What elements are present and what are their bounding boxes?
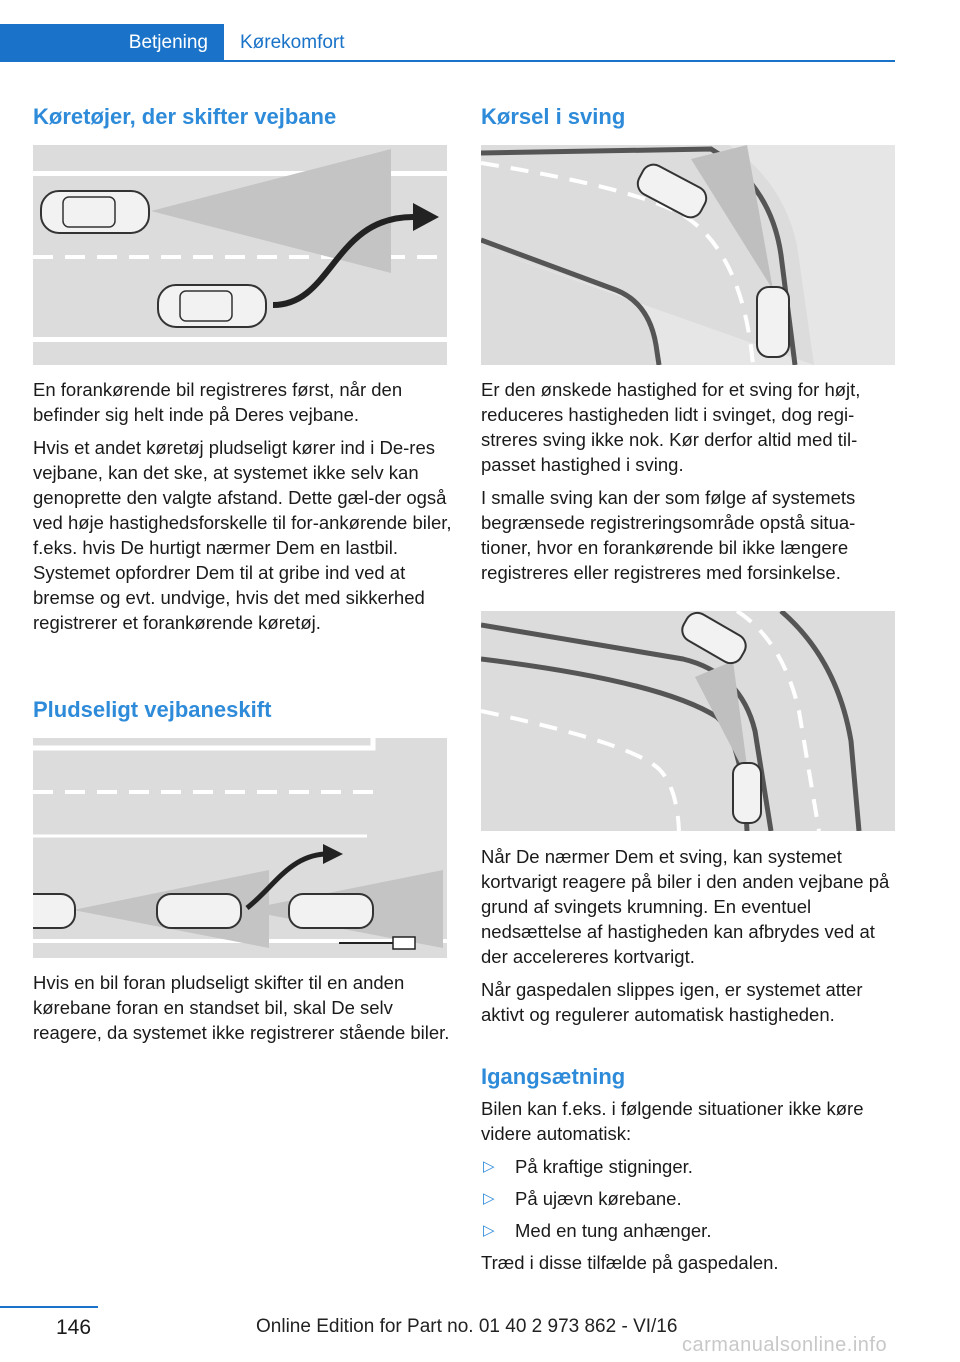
paragraph: Hvis en bil foran pludseligt skifter til en anden kørebane foran en standset bil, skal De selv reagere, da systemet ikke registrerer stående biler. (33, 972, 450, 1043)
car-own-icon (733, 763, 761, 823)
figure-lane-change (33, 145, 447, 365)
paragraph: Hvis et andet køretøj pludseligt kører ind i De-res vejbane, kan det ske, at systemet ikke selv kan genoprette den valgte afstand. Dette gæl-der også ved høje hastighedsforskelle til for-ankørende biler, f.eks. hvis De hurtigt nærmer Dem en lastbil. Systemet opfordrer Dem til at gribe ind ved at bremse og evt. undvige, hvis det med sikkerhed registrerer et forankørende køretøj. (33, 437, 452, 633)
footer-rule (0, 1306, 98, 1308)
list-item: ▷ På kraftige stigninger. (483, 1156, 693, 1177)
header-rule (0, 60, 895, 62)
triangle-bullet-icon: ▷ (483, 1158, 495, 1175)
car-ahead-icon (41, 191, 149, 233)
tab-betjening[interactable]: Betjening (0, 24, 224, 62)
tab-korekomfort[interactable]: Kørekomfort (240, 32, 345, 53)
paragraph: Når De nærmer Dem et sving, kan systemet kortvarigt reagere på biler i den anden vejbane på grund af svingets krumning. En eventuel nedsættelse af hastigheden kan afbrydes ved at der accelereres kortvarigt. (481, 846, 890, 967)
car-own-icon (757, 287, 789, 357)
car-right-icon (289, 894, 373, 928)
edition-info: Online Edition for Part no. 01 40 2 973 862 - VI/16 (256, 1316, 678, 1337)
page-number: 146 (56, 1316, 92, 1339)
paragraph: Træd i disse tilfælde på gaspedalen. (481, 1252, 779, 1273)
heading-sudden-lane-change: Pludseligt vejbaneskift (33, 697, 272, 722)
figure-curve-1 (481, 145, 895, 365)
list-item: ▷ På ujævn kørebane. (483, 1188, 682, 1209)
car-own-icon (158, 285, 266, 327)
paragraph: I smalle sving kan der som følge af systemets begrænsede registreringsområde opstå situa-tioner, hvor en forankørende bil ikke længere registreres eller registreres med forsinkelse. (481, 487, 856, 583)
bullet-list (481, 1154, 901, 1243)
paragraph: Er den ønskede hastighed for et sving for højt, reduceres hastigheden lidt i svinget, dog regi-streres sving ikke nok. Kør derfor altid med til-passet hastighed i sving. (481, 379, 861, 475)
heading-starting: Igangsætning (481, 1064, 626, 1089)
paragraph: Når gaspedalen slippes igen, er systemet atter aktivt og regulerer automatisk hastigheden. (481, 979, 863, 1025)
paragraph: Bilen kan f.eks. i følgende situationer ikke køre videre automatisk: (481, 1098, 864, 1144)
triangle-bullet-icon: ▷ (483, 1190, 495, 1207)
paragraph: En forankørende bil registreres først, når den befinder sig helt inde på Deres vejbane. (33, 379, 403, 425)
car-left-icon (33, 894, 75, 928)
watermark: carmanualsonline.info (682, 1334, 888, 1356)
list-item: ▷ Med en tung anhænger. (483, 1220, 712, 1241)
figure-curve-2 (481, 611, 895, 831)
heading-lane-change: Køretøjer, der skifter vejbane (33, 104, 337, 129)
heading-curves: Kørsel i sving (481, 104, 626, 129)
triangle-bullet-icon: ▷ (483, 1222, 495, 1239)
car-middle-icon (157, 894, 241, 928)
figure-sudden-lane-change (33, 738, 447, 958)
